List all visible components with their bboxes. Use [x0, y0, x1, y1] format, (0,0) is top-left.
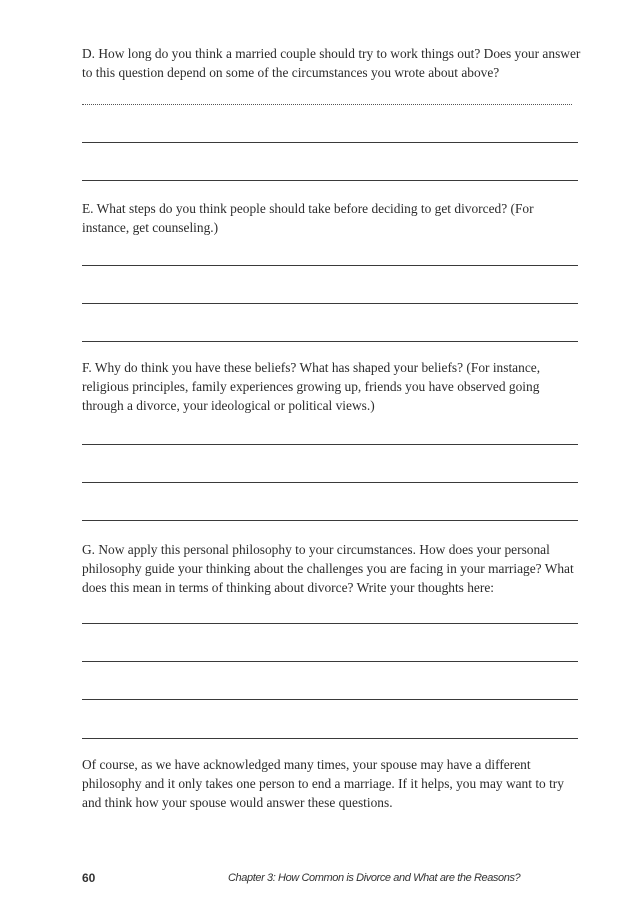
answer-line-d-2[interactable] [82, 142, 578, 143]
chapter-title: Chapter 3: How Common is Divorce and What are the Reasons? [228, 872, 521, 884]
answer-line-g-3[interactable] [82, 699, 578, 700]
question-g: G. Now apply this personal philosophy to your circumstances. How does your personal philosophy guide your thinking about the challenges you are facing in your marriage? What does this mean in terms of thinking about divorce? Write your thoughts here: [82, 542, 574, 595]
answer-line-e-3[interactable] [82, 341, 578, 342]
answer-line-g-2[interactable] [82, 661, 578, 662]
question-e: E. What steps do you think people should take before deciding to get divorced? (For instance, get counseling.) [82, 201, 534, 235]
answer-line-f-3[interactable] [82, 520, 578, 521]
answer-line-d-1[interactable] [82, 104, 572, 105]
question-d: D. How long do you think a married couple should try to work things out? Does your answer to this question depend on some of the circumstances you wrote about above? [82, 46, 581, 80]
answer-line-g-1[interactable] [82, 623, 578, 624]
answer-line-d-3[interactable] [82, 180, 578, 181]
closing-paragraph: Of course, as we have acknowledged many times, your spouse may have a different philosophy and it only takes one person to end a marriage. If it helps, you may want to try and think how your spouse would answer these questions. [82, 757, 564, 810]
answer-line-e-1[interactable] [82, 265, 578, 266]
answer-line-e-2[interactable] [82, 303, 578, 304]
answer-line-f-1[interactable] [82, 444, 578, 445]
page-number: 60 [82, 871, 96, 885]
answer-line-f-2[interactable] [82, 482, 578, 483]
question-f: F. Why do think you have these beliefs? What has shaped your beliefs? (For instance, religious principles, family experiences growing up, friends you have observed going through a divorce, your ideological or political views.) [82, 360, 541, 413]
answer-line-g-4[interactable] [82, 738, 578, 739]
